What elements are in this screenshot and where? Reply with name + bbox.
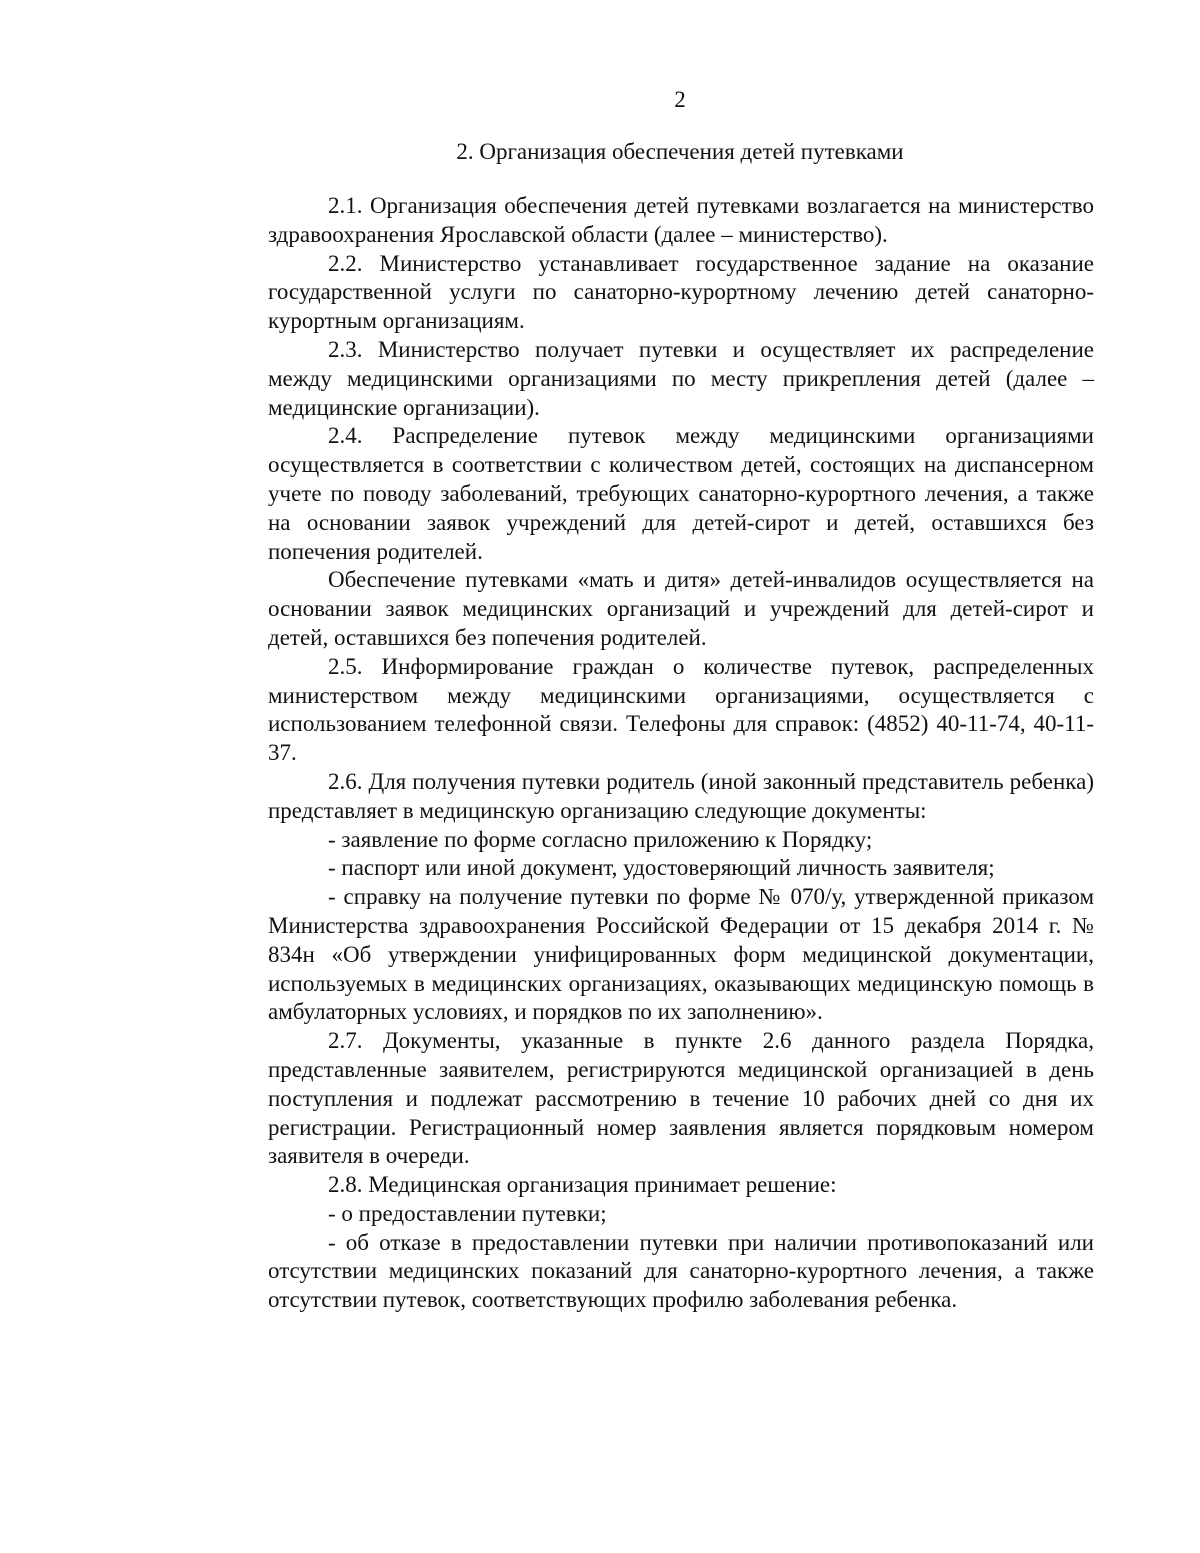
paragraph-2-4: 2.4. Распределение путевок между медицинскими организациями осуществляется в соответствии с количеством детей, состоящих на диспансерном учете по поводу заболеваний, требующих санаторно-курортного лечения, а также на основании заявок учреждений для детей-сирот и детей, оставшихся без попечения родителей. bbox=[268, 423, 1094, 564]
page-number: 2 bbox=[674, 87, 686, 112]
paragraph-2-3: 2.3. Министерство получает путевки и осуществляет их распределение между медицинскими организациями по месту прикрепления детей (далее – медицинские организации). bbox=[268, 336, 1094, 420]
paragraph-2-8: 2.8. Медицинская организация принимает решение: bbox=[328, 1172, 837, 1198]
list-item-application: - заявление по форме согласно приложению к Порядку; bbox=[328, 826, 873, 852]
paragraph-mother-child: Обеспечение путевками «мать и дитя» детей-инвалидов осуществляется на основании заявок медицинских организаций и учреждений для детей-сирот и детей, оставшихся без попечения родителей. bbox=[268, 567, 1094, 650]
paragraph-2-2: 2.2. Министерство устанавливает государственное задание на оказание государственной услуги по санаторно-курортному лечению детей санаторно-курортным организациям. bbox=[268, 250, 1094, 334]
list-item-grant: - о предоставлении путевки; bbox=[328, 1200, 607, 1226]
paragraph-2-5: 2.5. Информирование граждан о количестве путевок, распределенных министерством между медицинскими организациями, осуществляется с использованием телефонной связи. Телефоны для справок: (4852) 40-11-74, 40-11-37. bbox=[268, 653, 1094, 766]
document-body bbox=[268, 192, 1094, 1315]
list-item-certificate: - справку на получение путевки по форме № 070/у, утвержденной приказом Министерства здравоохранения Российской Федерации от 15 декабря 2014 г. № 834н «Об утверждении унифицированных форм медицинской документации, используемых в медицинских организациях, оказывающих медицинскую помощь в амбулаторных условиях, и порядков по их заполнению». bbox=[268, 884, 1094, 1025]
section-title: 2. Организация обеспечения детей путевками bbox=[456, 139, 904, 164]
paragraph-2-1: 2.1. Организация обеспечения детей путевками возлагается на министерство здравоохранения Ярославской области (далее – министерство). bbox=[268, 193, 1094, 247]
list-item-refusal: - об отказе в предоставлении путевки при наличии противопоказаний или отсутствии медицинских показаний для санаторно-курортного лечения, а также отсутствии путевок, соответствующих профилю заболевания ребенка. bbox=[268, 1229, 1094, 1313]
list-item-passport: - паспорт или иной документ, удостоверяющий личность заявителя; bbox=[328, 855, 995, 881]
paragraph-2-6: 2.6. Для получения путевки родитель (иной законный представитель ребенка) представляет в медицинскую организацию следующие документы: bbox=[268, 768, 1094, 823]
paragraph-2-7: 2.7. Документы, указанные в пункте 2.6 данного раздела Порядка, представленные заявителем, регистрируются медицинской организацией в день поступления и подлежат рассмотрению в течение 10 рабочих дней со дня их регистрации. Регистрационный номер заявления является порядковым номером заявителя в очереди. bbox=[268, 1028, 1094, 1169]
